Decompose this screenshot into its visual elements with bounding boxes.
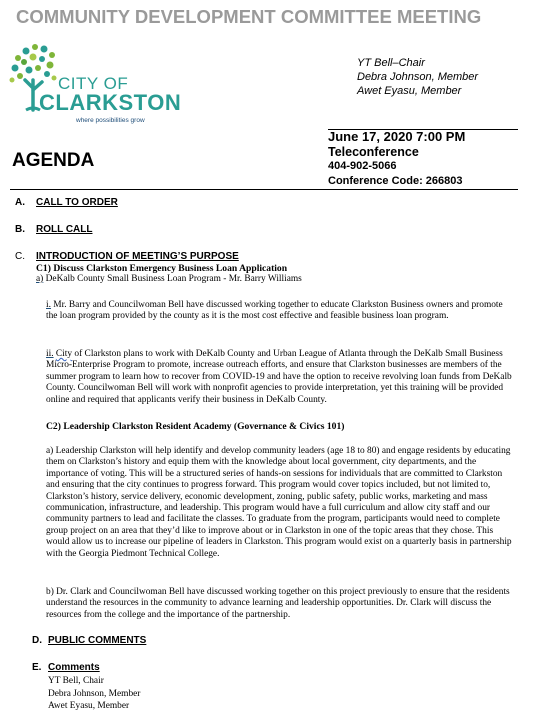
- meeting-info: [328, 130, 465, 188]
- divider-bottom: [10, 189, 518, 190]
- meeting-date-time: June 17, 2020 7:00 PM: [328, 129, 466, 144]
- meeting-title: COMMUNITY DEVELOPMENT COMMITTEE MEETING: [16, 6, 482, 27]
- meeting-conference-code: Conference Code: 266803: [328, 174, 463, 187]
- logo-tagline: where possibilities grow: [76, 117, 145, 124]
- logo-city-of: CITY OF: [58, 74, 129, 93]
- section-d-letter: D.: [32, 635, 42, 646]
- c2-heading: C2) Leadership Clarkston Resident Academy (Governance & Civics 101): [46, 421, 345, 432]
- section-e-title: Comments: [48, 662, 100, 673]
- section-e-letter: E.: [32, 662, 42, 673]
- section-c-title: INTRODUCTION OF MEETING’S PURPOSE: [36, 251, 239, 262]
- committee-member: Awet Eyasu, Member: [357, 85, 462, 97]
- c1-item-i-marker: i.: [46, 300, 51, 310]
- c2-item-a: a) Leadership Clarkston will help identify and develop community leaders (age 18 to 80) and engage residents by educating them on Clarkston’s history and equip them with the knowledge about local government, city departments, and the importance of voting. This will be a structured series of hands-on sessions for individuals that are committed to Clarkston and ensuring that the city continues to progress forward. This program would cover topics included, but not limited to, Clarkston’s history, service delivery, economic development, zoning, public safety, public works, marketing and mass communication, infrastructure, and leadership. This program would have a full curriculum and allow city staff and our community partners to lead and facilitate the classes. To graduate from the program, participants would need to complete group project on an area that they’d like to improve about or in Clarkston in one of the topic areas that they chose. This would allow us to increase our pipeline of leaders in Clarkston. This program would exist on a quarterly basis in partnership with the Georgia Piedmont Technical College.: [46, 446, 512, 559]
- c1-item-i-text: Mr. Barry and Councilwoman Bell have discussed working together to educate Clarkston Business owners and promote the loan program provided by the county as it is the most cost effective and feasible business loan program.: [46, 300, 503, 322]
- c2-item-b: b) Dr. Clark and Councilwoman Bell have discussed working together on this project previously to ensure that the residents understand the resources in the community to advance learning and leadership opportunities. Dr. Clark will discuss the resources from the college and the importance of the partnership.: [46, 587, 510, 620]
- comments-name: Debra Johnson, Member: [48, 688, 141, 699]
- c1-item-a: [36, 274, 302, 284]
- c1-item-ii-text: of Clarkston plans to work with DeKalb County and Urban League of Atlanta through the DeKalb Small Business Micro-Enterprise Program to promote, increase outreach efforts, and ensure that Clarkston businesses are members of the summer program to learn how to recover from COVID-19 and have the option to receive revolving loan funds from DeKalb County. Councilwoman Bell will work with nonprofit agencies to provide interpretation, yet this training will be provided online and required that applicants verify their business in DeKalb County.: [46, 349, 512, 405]
- comments-name: YT Bell, Chair: [48, 676, 104, 686]
- meeting-format: Teleconference: [328, 144, 419, 159]
- committee-members: [357, 56, 478, 98]
- section-a-letter: A.: [15, 197, 25, 208]
- c1-item-i: [46, 300, 516, 323]
- c1-item-ii-marker: ii.: [46, 349, 54, 359]
- committee-chair: YT Bell–Chair: [357, 57, 425, 69]
- c1-item-a-text: DeKalb County Small Business Loan Program - Mr. Barry Williams: [43, 274, 302, 284]
- c1-heading: C1) Discuss Clarkston Emergency Business Loan Application: [36, 263, 288, 274]
- committee-member: Debra Johnson, Member: [357, 71, 479, 83]
- section-a-title: CALL TO ORDER: [36, 197, 118, 208]
- section-c-letter: C.: [15, 251, 25, 262]
- section-b-title: ROLL CALL: [36, 224, 93, 235]
- c1-item-ii: [46, 349, 516, 406]
- section-d-title: PUBLIC COMMENTS: [48, 635, 147, 646]
- comments-name: Awet Eyasu, Member: [48, 701, 130, 711]
- logo-city-name: CLARKSTON: [39, 90, 182, 115]
- meeting-phone: 404-902-5066: [328, 160, 397, 172]
- comments-names: [48, 675, 140, 713]
- c1-item-a-marker: a): [36, 274, 44, 284]
- agenda-title: AGENDA: [12, 150, 95, 171]
- section-b-letter: B.: [15, 224, 25, 235]
- c1-item-ii-city: City: [55, 349, 73, 359]
- city-logo: [6, 40, 196, 130]
